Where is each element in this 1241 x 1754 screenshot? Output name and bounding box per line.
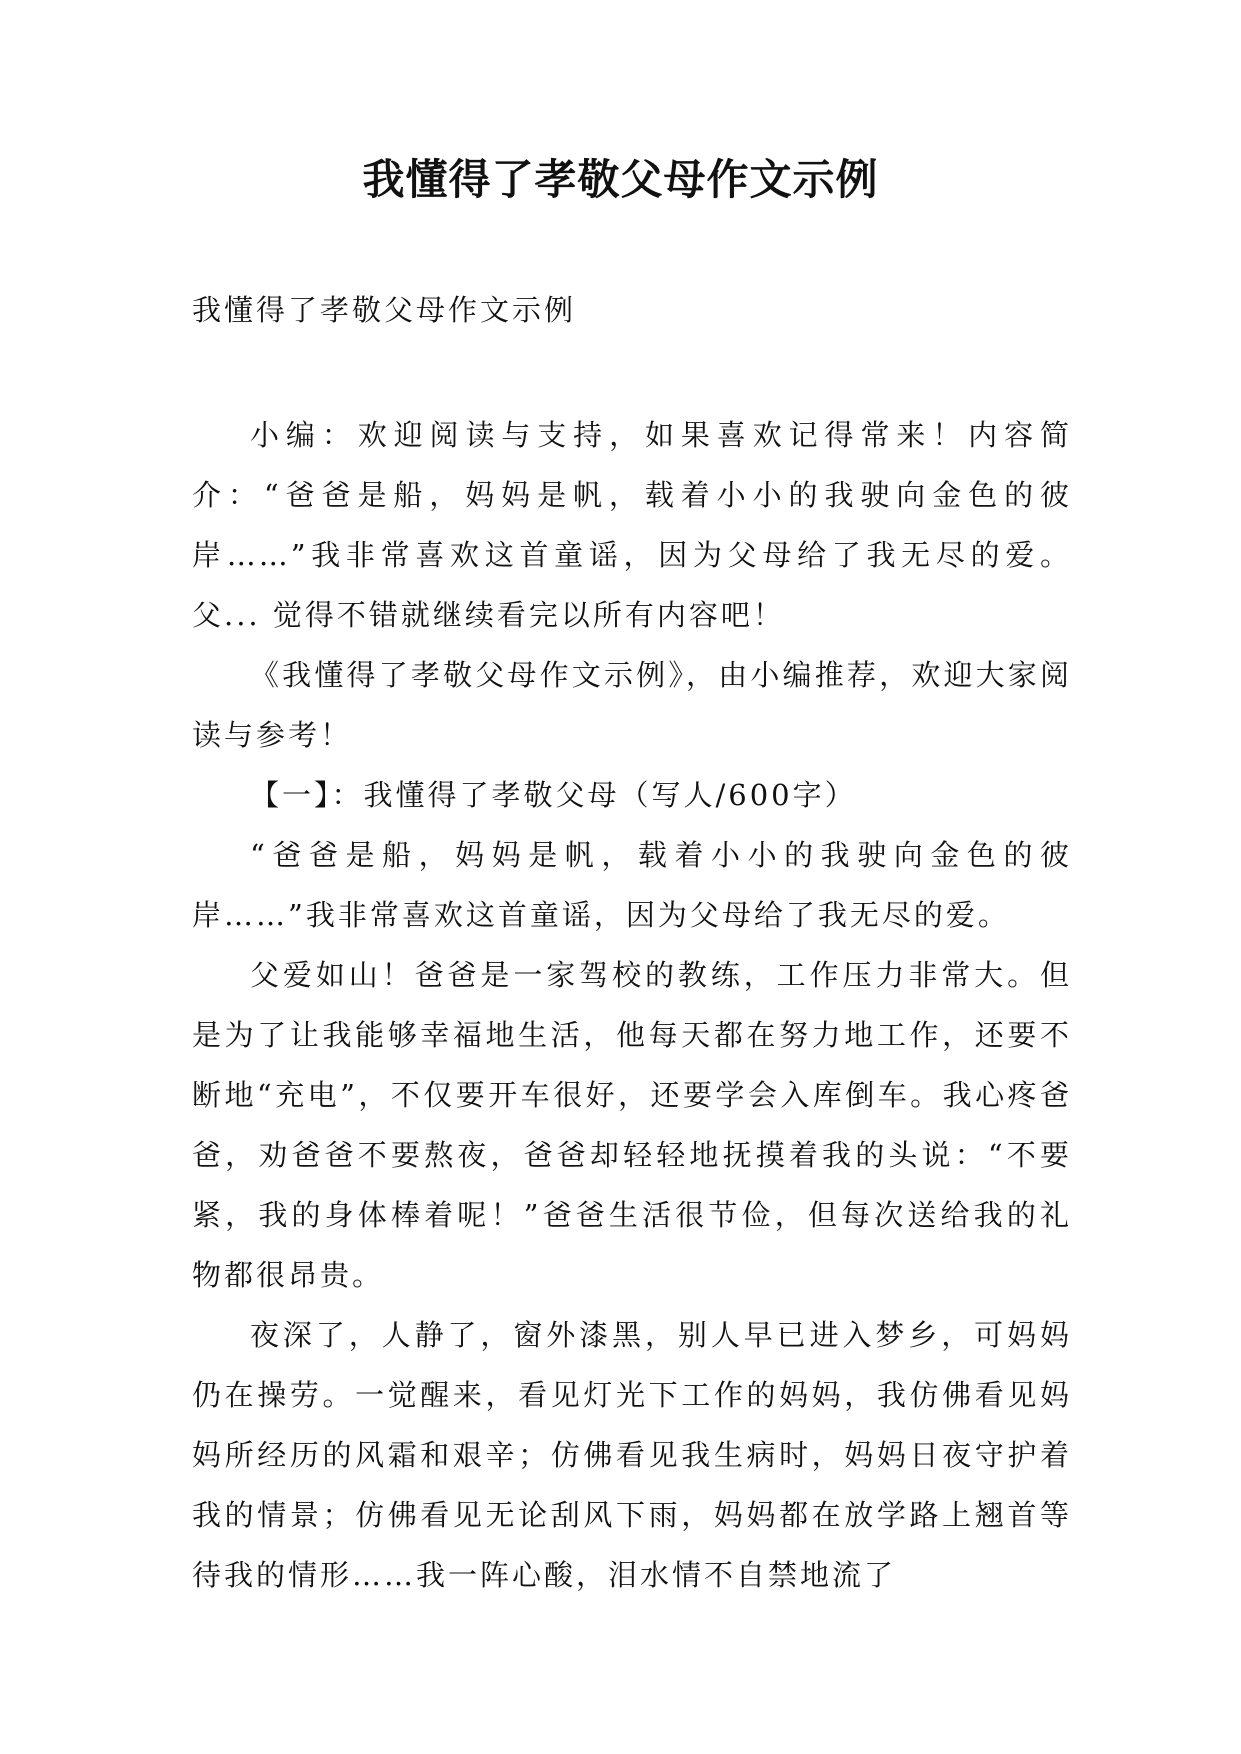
paragraph: 父爱如山！爸爸是一家驾校的教练，工作压力非常大。但是为了让我能够幸福地生活，他每天都在努力地工作，还要不断地“充电”，不仅要开车很好，还要学会入库倒车。我心疼爸爸，劝爸爸不要熬夜，爸爸却轻轻地抚摸着我的头说：“不要紧，我的身体棒着呢！”爸爸生活很节俭，但每次送给我的礼物都很昂贵。 — [192, 958, 1072, 1292]
paragraph-recommend: 《我懂得了孝敬父母作文示例》，由小编推荐，欢迎大家阅读与参考！ — [192, 658, 1072, 752]
section-heading: 【一】：我懂得了孝敬父母（写人/600字） — [250, 778, 857, 812]
paragraph: “爸爸是船，妈妈是帆，载着小小的我驶向金色的彼岸……”我非常喜欢这首童谣，因为父母给了我无尽的爱。 — [192, 838, 1072, 932]
paragraph: 夜深了，人静了，窗外漆黑，别人早已进入梦乡，可妈妈仍在操劳。一觉醒来，看见灯光下工作的妈妈，我仿佛看见妈妈所经历的风霜和艰辛；仿佛看见我生病时，妈妈日夜守护着我的情景；仿佛看见无论刮风下雨，妈妈都在放学路上翘首等待我的情形……我一阵心酸，泪水情不自禁地流了 — [192, 1318, 1072, 1592]
document-subtitle: 我懂得了孝敬父母作文示例 — [192, 293, 577, 327]
document-body — [192, 405, 1072, 1605]
document-title: 我懂得了孝敬父母作文示例 — [362, 155, 879, 204]
paragraph-intro: 小编：欢迎阅读与支持，如果喜欢记得常来！内容简介：“爸爸是船，妈妈是帆，载着小小的我驶向金色的彼岸……”我非常喜欢这首童谣，因为父母给了我无尽的爱。父... 觉得不错就继续看完以所有内容吧！ — [192, 418, 1072, 632]
